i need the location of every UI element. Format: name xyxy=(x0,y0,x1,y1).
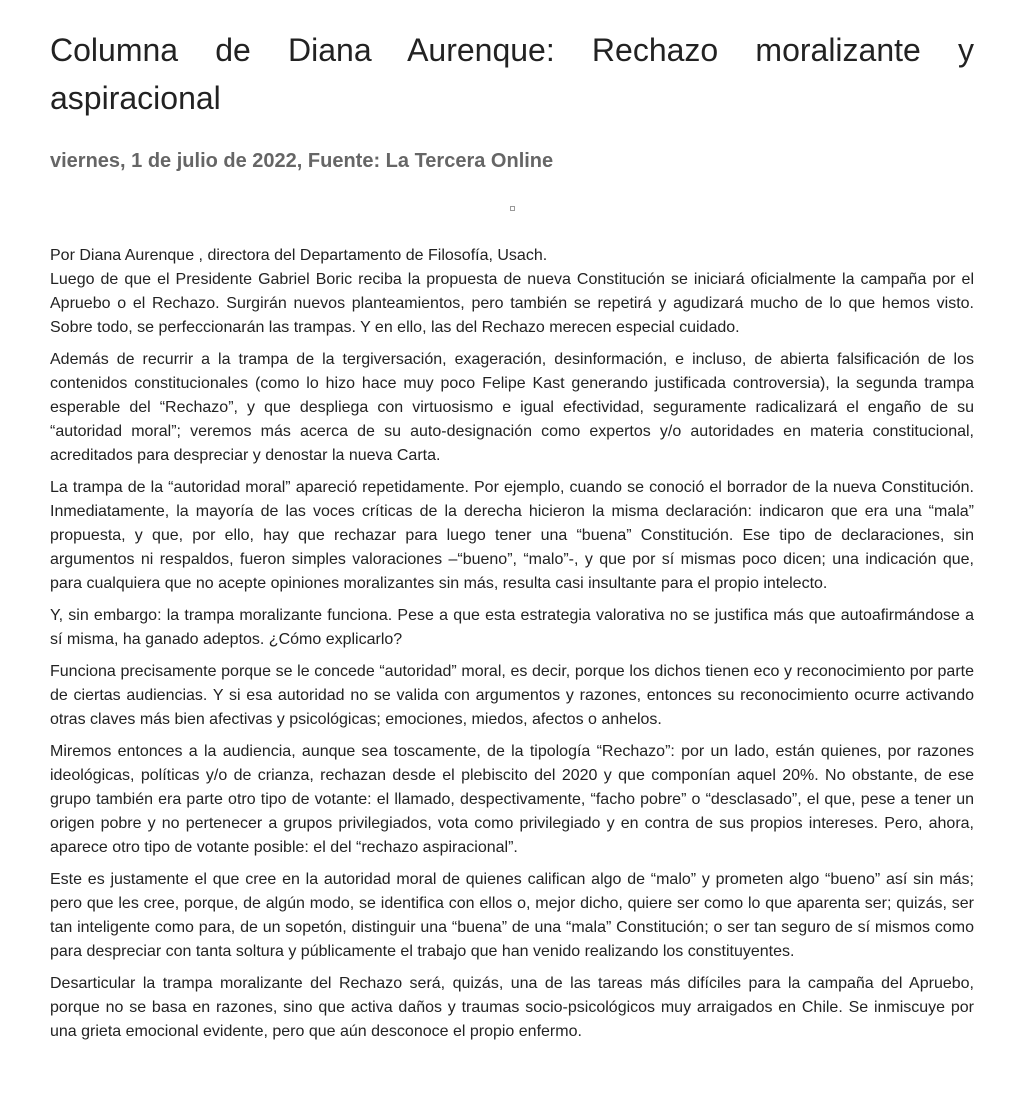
article-paragraph-5: Funciona precisamente porque se le concede “autoridad” moral, es decir, porque los dichos tienen eco y reconocimiento por parte de ciertas audiencias. Y si esa autoridad no se valida con argumentos y razones, entonces su reconocimiento ocurre activando otras claves más bien afectivas y psicológicas; emociones, miedos, afectos o anhelos. xyxy=(50,663,974,728)
article-paragraph-1: Luego de que el Presidente Gabriel Boric reciba la propuesta de nueva Constitución se iniciará oficialmente la campaña por el Apruebo o el Rechazo. Surgirán nuevos planteamientos, pero también se repetirá y agudizará mucho de lo que hemos visto. Sobre todo, se perfeccionarán las trampas. Y en ello, las del Rechazo merecen especial cuidado. xyxy=(50,271,974,336)
article xyxy=(50,0,974,1044)
article-paragraph-7: Este es justamente el que cree en la autoridad moral de quienes califican algo de “malo” y prometen algo “bueno” así sin más; pero que les cree, porque, de algún modo, se identifica con ellos o, mejor dicho, quiere ser como lo que aparenta ser; quizás, ser tan inteligente como para, de un sopetón, distinguir una “buena” de una “mala” Constitución; o ser tan seguro de sí mismos como para despreciar con tanta soltura y públicamente el trabajo que han venido realizando los constituyentes. xyxy=(50,871,974,960)
article-date-source: viernes, 1 de julio de 2022, Fuente: La Tercera Online xyxy=(50,150,554,172)
article-byline: Por Diana Aurenque , directora del Departamento de Filosofía, Usach. xyxy=(50,247,548,264)
article-title: Columna de Diana Aurenque: Rechazo moralizante y aspiracional xyxy=(50,32,974,116)
article-paragraph-3: La trampa de la “autoridad moral” apareció repetidamente. Por ejemplo, cuando se conoció el borrador de la nueva Constitución. Inmediatamente, la mayoría de las voces críticas de la derecha hicieron la misma declaración: indicaron que era una “mala” propuesta, y que, por ello, hay que rechazar para luego tener una “buena” Constitución. Ese tipo de declaraciones, sin argumentos ni respaldos, fueron simples valoraciones –“bueno”, “malo”-, y que por sí mismas poco dicen; una indicación que, para cualquiera que no acepte opiniones moralizantes sin más, resulta casi insultante para el propio intelecto. xyxy=(50,479,974,592)
article-paragraph-2: Además de recurrir a la trampa de la tergiversación, exageración, desinformación, e incluso, de abierta falsificación de los contenidos constitucionales (como lo hizo hace muy poco Felipe Kast generando justificada controversia), la segunda trampa esperable del “Rechazo”, y que despliega con virtuosismo e igual efectividad, seguramente radicalizará el engaño de su “autoridad moral”; veremos más acerca de su auto-designación como expertos y/o autoridades en materia constitucional, acreditados para despreciar y denostar la nueva Carta. xyxy=(50,351,974,464)
article-paragraph-6: Miremos entonces a la audiencia, aunque sea toscamente, de la tipología “Rechazo”: por un lado, están quienes, por razones ideológicas, políticas y/o de crianza, rechazan desde el plebiscito del 2020 y que componían aquel 20%. No obstante, de ese grupo también era parte otro tipo de votante: el llamado, despectivamente, “facho pobre” o “desclasado”, el que, pese a tener un origen pobre y no pertenecer a grupos privilegiados, vota como privilegiado y en contra de sus propios intereses. Pero, ahora, aparece otro tipo de votante posible: el del “rechazo aspiracional”. xyxy=(50,743,974,856)
broken-image-icon xyxy=(50,200,974,216)
article-paragraph-4: Y, sin embargo: la trampa moralizante funciona. Pese a que esta estrategia valorativa no se justifica más que autoafirmándose a sí misma, ha ganado adeptos. ¿Cómo explicarlo? xyxy=(50,607,974,648)
article-paragraph-8: Desarticular la trampa moralizante del Rechazo será, quizás, una de las tareas más difíciles para la campaña del Apruebo, porque no se basa en razones, sino que activa daños y traumas socio-psicológicos muy arraigados en Chile. Se inmiscuye por una grieta emocional evidente, pero que aún desconoce el propio enfermo. xyxy=(50,975,974,1040)
